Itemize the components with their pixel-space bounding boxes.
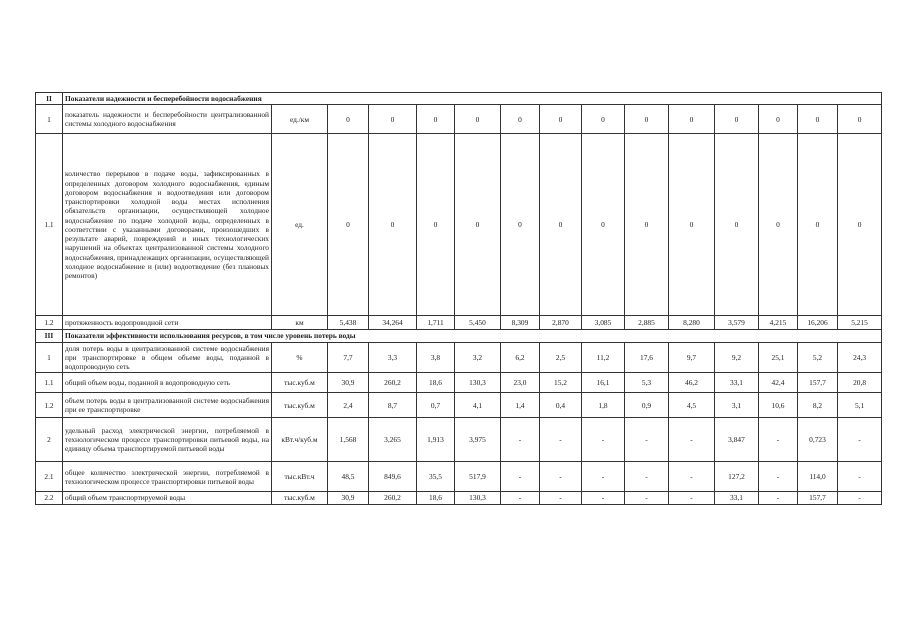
row-unit: ед./км bbox=[272, 105, 328, 134]
row-value: 0 bbox=[625, 105, 669, 134]
row-value: 8,309 bbox=[501, 316, 540, 330]
row-description: общий объем транспортируемой воды bbox=[63, 492, 272, 504]
row-value: 4,5 bbox=[669, 393, 715, 418]
row-value: - bbox=[501, 418, 540, 462]
row-value: - bbox=[669, 462, 715, 492]
section-title: Показатели эффективности использования ресурсов, в том числе уровень потерь воды bbox=[63, 330, 882, 342]
row-value: 0 bbox=[669, 105, 715, 134]
row-value: 849,6 bbox=[369, 462, 417, 492]
row-value: 18,6 bbox=[417, 492, 455, 504]
row-value: 0 bbox=[540, 134, 582, 316]
row-value: 0 bbox=[501, 134, 540, 316]
row-value: - bbox=[625, 492, 669, 504]
row-value: 4,215 bbox=[759, 316, 798, 330]
row-value: 20,8 bbox=[838, 373, 882, 393]
row-value: 5,215 bbox=[838, 316, 882, 330]
row-value: 0 bbox=[582, 134, 625, 316]
row-value: 48,5 bbox=[328, 462, 369, 492]
row-number: 1 bbox=[36, 342, 63, 373]
row-number: 2.2 bbox=[36, 492, 63, 504]
row-value: 0 bbox=[540, 105, 582, 134]
row-value: 260,2 bbox=[369, 373, 417, 393]
row-value: 0 bbox=[759, 134, 798, 316]
row-unit: тыс.куб.м bbox=[272, 492, 328, 504]
section-number: III bbox=[36, 330, 63, 342]
row-description: протяженность водопроводной сети bbox=[63, 316, 272, 330]
row-value: - bbox=[759, 418, 798, 462]
row-description: объем потерь воды в централизованной системе водоснабжения при ее транспортировке bbox=[63, 393, 272, 418]
row-value: 3,3 bbox=[369, 342, 417, 373]
table-row bbox=[36, 134, 882, 316]
row-value: 0 bbox=[455, 134, 501, 316]
row-value: 0 bbox=[417, 134, 455, 316]
row-value: 0 bbox=[715, 105, 759, 134]
row-number: 1.1 bbox=[36, 134, 63, 316]
row-value: 16,206 bbox=[798, 316, 838, 330]
table-row bbox=[36, 492, 882, 504]
row-value: 0 bbox=[369, 134, 417, 316]
row-value: 0 bbox=[838, 134, 882, 316]
row-value: - bbox=[582, 492, 625, 504]
row-value: 24,3 bbox=[838, 342, 882, 373]
row-value: - bbox=[669, 418, 715, 462]
row-value: 42,4 bbox=[759, 373, 798, 393]
row-value: 0 bbox=[417, 105, 455, 134]
row-unit: кВт.ч/куб.м bbox=[272, 418, 328, 462]
table-row bbox=[36, 373, 882, 393]
row-unit: ед. bbox=[272, 134, 328, 316]
row-value: 15,2 bbox=[540, 373, 582, 393]
table-row bbox=[36, 393, 882, 418]
row-value: 260,2 bbox=[369, 492, 417, 504]
row-number: 1 bbox=[36, 105, 63, 134]
row-value: 1,8 bbox=[582, 393, 625, 418]
row-value: 46,2 bbox=[669, 373, 715, 393]
row-value: 11,2 bbox=[582, 342, 625, 373]
row-description: общее количество электрической энергии, потребляемой в технологическом процессе транспортировки питьевой воды bbox=[63, 462, 272, 492]
section-header-row bbox=[36, 330, 882, 342]
row-number: 1.2 bbox=[36, 393, 63, 418]
row-value: 10,6 bbox=[759, 393, 798, 418]
row-value: 3,1 bbox=[715, 393, 759, 418]
row-value: 5,450 bbox=[455, 316, 501, 330]
row-value: - bbox=[625, 462, 669, 492]
row-value: 2,5 bbox=[540, 342, 582, 373]
row-value: 18,6 bbox=[417, 373, 455, 393]
row-value: 3,085 bbox=[582, 316, 625, 330]
row-value: - bbox=[501, 492, 540, 504]
row-value: 8,280 bbox=[669, 316, 715, 330]
row-value: 0 bbox=[798, 134, 838, 316]
row-value: 0 bbox=[328, 134, 369, 316]
row-number: 1.1 bbox=[36, 373, 63, 393]
row-value: - bbox=[625, 418, 669, 462]
row-value: 33,1 bbox=[715, 373, 759, 393]
row-value: 5,2 bbox=[798, 342, 838, 373]
row-value: 0 bbox=[455, 105, 501, 134]
row-value: 517,9 bbox=[455, 462, 501, 492]
row-value: 0 bbox=[582, 105, 625, 134]
row-number: 1.2 bbox=[36, 316, 63, 330]
row-value: 157,7 bbox=[798, 492, 838, 504]
row-value: 3,265 bbox=[369, 418, 417, 462]
row-value: 3,8 bbox=[417, 342, 455, 373]
row-value: 9,7 bbox=[669, 342, 715, 373]
section-number: II bbox=[36, 93, 63, 105]
row-unit: тыс.кВт.ч bbox=[272, 462, 328, 492]
row-number: 2.1 bbox=[36, 462, 63, 492]
table-row bbox=[36, 105, 882, 134]
table-row bbox=[36, 316, 882, 330]
row-value: 33,1 bbox=[715, 492, 759, 504]
row-value: - bbox=[501, 462, 540, 492]
row-value: 35,5 bbox=[417, 462, 455, 492]
row-value: 0 bbox=[759, 105, 798, 134]
row-description: показатель надежности и бесперебойности централизованной системы холодного водоснабжения bbox=[63, 105, 272, 134]
row-value: 16,1 bbox=[582, 373, 625, 393]
table-row bbox=[36, 462, 882, 492]
row-value: 4,1 bbox=[455, 393, 501, 418]
row-value: - bbox=[759, 462, 798, 492]
row-unit: тыс.куб.м bbox=[272, 393, 328, 418]
row-value: 0,723 bbox=[798, 418, 838, 462]
row-value: 0 bbox=[369, 105, 417, 134]
table-row bbox=[36, 418, 882, 462]
row-value: 3,847 bbox=[715, 418, 759, 462]
row-value: 9,2 bbox=[715, 342, 759, 373]
row-unit: тыс.куб.м bbox=[272, 373, 328, 393]
row-value: 5,1 bbox=[838, 393, 882, 418]
row-unit: км bbox=[272, 316, 328, 330]
row-value: - bbox=[540, 492, 582, 504]
section-header-row bbox=[36, 93, 882, 105]
row-value: 0 bbox=[838, 105, 882, 134]
row-value: - bbox=[582, 462, 625, 492]
row-value: 1,711 bbox=[417, 316, 455, 330]
row-description: удельный расход электрической энергии, потребляемой в технологическом процессе транспортировки питьевой воды, на единицу объема транспортируемой питьевой воды bbox=[63, 418, 272, 462]
row-description: доля потерь воды в централизованной системе водоснабжения при транспортировке в общем объеме воды, поданной в водопроводную сеть bbox=[63, 342, 272, 373]
row-value: - bbox=[669, 492, 715, 504]
row-value: - bbox=[838, 462, 882, 492]
row-description: общий объем воды, поданной в водопроводную сеть bbox=[63, 373, 272, 393]
row-value: 30,9 bbox=[328, 373, 369, 393]
indicators-table bbox=[35, 92, 882, 505]
section-title: Показатели надежности и бесперебойности водоснабжения bbox=[63, 93, 882, 105]
row-value: - bbox=[582, 418, 625, 462]
row-number: 2 bbox=[36, 418, 63, 462]
row-value: 0 bbox=[625, 134, 669, 316]
row-value: 2,4 bbox=[328, 393, 369, 418]
row-value: 0,4 bbox=[540, 393, 582, 418]
row-description: количество перерывов в подаче воды, зафиксированных в определенных договором холодного водоснабжения, единым договором водоснабжения и водоотведения или договором транспортировки холодной воды местах исполнения обязательств организации, осуществляющей холодное водоснабжение по подаче холодной воды, определенных в соответствии с указанными договорами, произошедших в результате аварий, повреждений и иных технологических нарушений на объектах централизованной системы холодного водоснабжения, принадлежащих организации, осуществляющей холодное водоснабжение и (или) водоотведение (без плановых ремонтов) bbox=[63, 134, 272, 316]
row-value: 0 bbox=[669, 134, 715, 316]
row-value: 130,3 bbox=[455, 492, 501, 504]
row-value: 6,2 bbox=[501, 342, 540, 373]
table-row bbox=[36, 342, 882, 373]
row-value: 127,2 bbox=[715, 462, 759, 492]
row-value: 0 bbox=[501, 105, 540, 134]
row-value: 3,975 bbox=[455, 418, 501, 462]
row-value: 2,885 bbox=[625, 316, 669, 330]
row-value: 114,0 bbox=[798, 462, 838, 492]
row-value: 130,3 bbox=[455, 373, 501, 393]
row-value: 2,870 bbox=[540, 316, 582, 330]
row-value: 3,2 bbox=[455, 342, 501, 373]
row-unit: % bbox=[272, 342, 328, 373]
row-value: 8,7 bbox=[369, 393, 417, 418]
row-value: 157,7 bbox=[798, 373, 838, 393]
row-value: 34,264 bbox=[369, 316, 417, 330]
row-value: 8,2 bbox=[798, 393, 838, 418]
row-value: - bbox=[540, 418, 582, 462]
row-value: 7,7 bbox=[328, 342, 369, 373]
row-value: 3,579 bbox=[715, 316, 759, 330]
row-value: - bbox=[759, 492, 798, 504]
row-value: 0 bbox=[798, 105, 838, 134]
row-value: 5,438 bbox=[328, 316, 369, 330]
row-value: 0,7 bbox=[417, 393, 455, 418]
row-value: 0,9 bbox=[625, 393, 669, 418]
row-value: 0 bbox=[715, 134, 759, 316]
row-value: 0 bbox=[328, 105, 369, 134]
row-value: - bbox=[838, 492, 882, 504]
row-value: 1,913 bbox=[417, 418, 455, 462]
row-value: 5,3 bbox=[625, 373, 669, 393]
row-value: 17,6 bbox=[625, 342, 669, 373]
row-value: 25,1 bbox=[759, 342, 798, 373]
row-value: 1,4 bbox=[501, 393, 540, 418]
row-value: 23,0 bbox=[501, 373, 540, 393]
row-value: 1,568 bbox=[328, 418, 369, 462]
row-value: 30,9 bbox=[328, 492, 369, 504]
row-value: - bbox=[838, 418, 882, 462]
row-value: - bbox=[540, 462, 582, 492]
